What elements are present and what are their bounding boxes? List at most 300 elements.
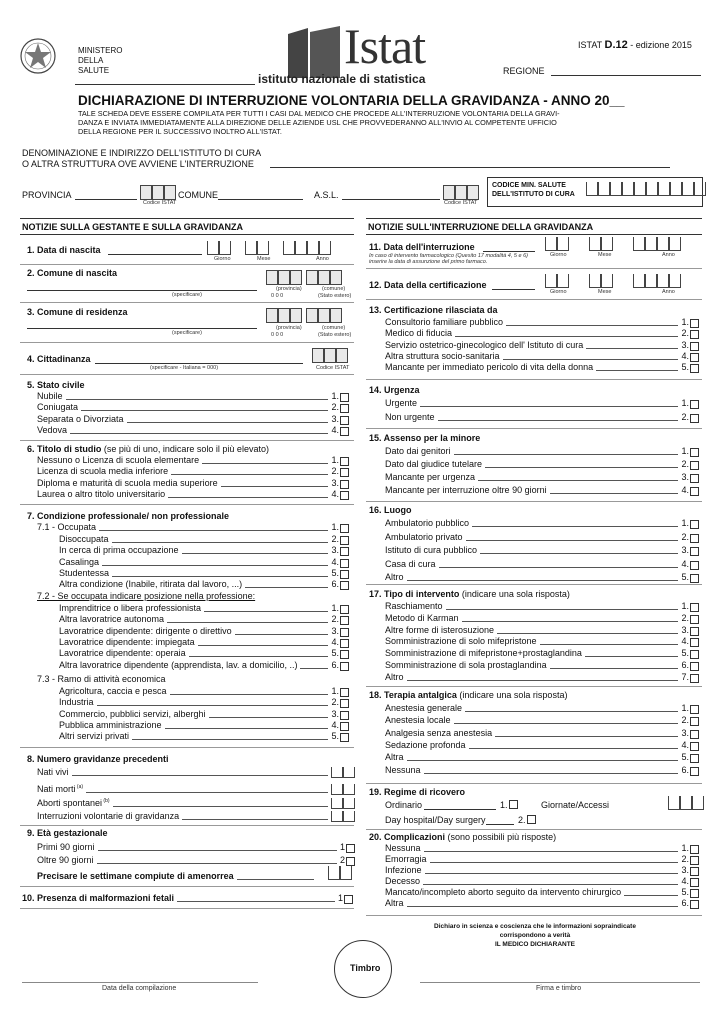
q17-option[interactable]: [385, 636, 699, 647]
left-section-header: NOTIZIE SULLA GESTANTE E SULLA GRAVIDANZA: [22, 222, 243, 232]
q19-opt2[interactable]: [518, 815, 536, 826]
leader-line: [182, 545, 329, 554]
q7-ramo-option[interactable]: [59, 731, 349, 742]
q6-option-checkbox[interactable]: [340, 491, 349, 500]
q16-option-checkbox[interactable]: [690, 547, 699, 556]
leader-line: [112, 568, 328, 577]
q16-option-checkbox[interactable]: [690, 574, 699, 583]
q13-option-checkbox[interactable]: [690, 353, 699, 362]
q15-option-checkbox[interactable]: [690, 474, 699, 483]
q7-cond-option-checkbox[interactable]: [340, 536, 349, 545]
q7-ramo-option-number: 5.: [331, 731, 339, 742]
q7-occupata[interactable]: [37, 522, 349, 533]
q13-option-checkbox[interactable]: [690, 330, 699, 339]
q5-option-checkbox[interactable]: [340, 404, 349, 413]
q7-pos-option[interactable]: [59, 660, 349, 671]
q18-option-label: Altra: [385, 752, 404, 763]
q14-option-checkbox[interactable]: [690, 414, 699, 423]
q11-date-boxes[interactable]: [545, 237, 681, 251]
q9-option-number: 2: [339, 855, 345, 865]
q19-n1: 1.: [500, 800, 508, 810]
q18-option-checkbox[interactable]: [690, 717, 699, 726]
declaration: [400, 922, 670, 949]
q7-ramo-option-checkbox[interactable]: [340, 722, 349, 731]
q3-com: (comune): [322, 325, 346, 331]
leader-line: [480, 545, 678, 554]
q17-option[interactable]: [385, 613, 699, 624]
q14-title: [369, 385, 420, 396]
q7-pos-option-checkbox[interactable]: [340, 605, 349, 614]
declaration-line: Dichiaro in scienza e coscienza che le informazioni sopraindicate: [434, 923, 636, 930]
q8-count-boxes[interactable]: [331, 798, 355, 809]
instruction-line: DANZA E INVIATA IMMEDIATAMENTE ALLA DIREZIONE DELLE AZIENDE USL CHE PROVVEDERANNO ALL'INVIO AL COMPETENTE UFFICIO: [78, 118, 557, 127]
q14-option-checkbox[interactable]: [690, 400, 699, 409]
leader-line: [469, 740, 679, 749]
q7-pos-option-label: Lavoratrice dipendente: dirigente o direttivo: [59, 625, 232, 636]
q16-option[interactable]: [385, 559, 699, 570]
leader-line: [99, 522, 328, 531]
institute-line: DENOMINAZIONE E INDIRIZZO DELL'ISTITUTO DI CURA: [22, 148, 262, 158]
q17-option[interactable]: [385, 625, 699, 636]
q5-option[interactable]: [37, 402, 349, 413]
leader-line: [189, 648, 329, 657]
separator: [20, 440, 354, 441]
q7-ramo-option[interactable]: [59, 709, 349, 720]
q20-option-checkbox[interactable]: [690, 867, 699, 876]
q20-option-number: 5.: [681, 887, 689, 897]
q13-option[interactable]: [385, 362, 699, 373]
q6-option-label: Licenza di scuola media inferiore: [37, 466, 169, 477]
leader-line: [170, 686, 329, 695]
q19-checkbox-1[interactable]: [509, 800, 518, 809]
q7-cond-option-checkbox[interactable]: [340, 547, 349, 556]
q8-count-boxes[interactable]: [331, 784, 355, 795]
q18-option-number: 6.: [681, 764, 689, 775]
q5-option-number: 2.: [331, 402, 339, 413]
q13-option[interactable]: [385, 328, 699, 339]
q18-option-label: Sedazione profonda: [385, 739, 466, 750]
q13-option[interactable]: [385, 351, 699, 362]
q7-pos-option-checkbox[interactable]: [340, 616, 349, 625]
q8-footnote-marker: (b): [102, 798, 110, 805]
leader-line: [102, 557, 328, 566]
form-code-value: D.12: [604, 39, 628, 51]
q7-occupata-checkbox[interactable]: [340, 524, 349, 533]
q6-option-checkbox[interactable]: [340, 468, 349, 477]
q8-count[interactable]: [37, 767, 355, 778]
q16-option-number: 1.: [681, 518, 689, 528]
q20-option-checkbox[interactable]: [690, 856, 699, 865]
leader-line: [182, 811, 328, 820]
q19-giornate-boxes[interactable]: [668, 796, 704, 810]
q4-code: Codice ISTAT: [316, 365, 350, 371]
q18-option-checkbox[interactable]: [690, 754, 699, 763]
q19-opt1[interactable]: [500, 800, 518, 811]
leader-line: [407, 672, 679, 681]
q8-count[interactable]: [37, 796, 355, 809]
q15-option-label: Dato dai genitori: [385, 446, 451, 456]
q15-option-checkbox[interactable]: [690, 487, 699, 496]
q13-option[interactable]: [385, 317, 699, 328]
q6-option-number: 2.: [331, 466, 339, 477]
leader-line: [596, 362, 678, 371]
q4-code-boxes[interactable]: [312, 348, 348, 363]
q13-option-label: Servizio ostetrico-ginecologico dell' Istituto di cura: [385, 339, 584, 350]
q13-option-label: Mancante per immediato pericolo di vita della donna: [385, 362, 594, 373]
q7-ramo-option-number: 1.: [331, 686, 339, 696]
q10-checkbox[interactable]: [344, 895, 353, 904]
leader-line: [485, 459, 678, 468]
q7-title: [27, 511, 229, 522]
q8-count[interactable]: [37, 811, 355, 822]
q9-option-number: 1: [339, 842, 345, 852]
q7-pos-option[interactable]: [59, 637, 349, 648]
ministry-emblem: [18, 34, 58, 78]
q5-option-label: Nubile: [37, 391, 63, 401]
ministry-name: [78, 46, 122, 76]
q17-option[interactable]: [385, 660, 699, 671]
q9-option-label: Primi 90 giorni: [37, 842, 95, 852]
q13-option-checkbox[interactable]: [690, 364, 699, 373]
q17-option-checkbox[interactable]: [690, 650, 699, 659]
q20-option-number: 2.: [681, 854, 689, 864]
q18-option-label: Anestesia locale: [385, 715, 451, 726]
q3-code-boxes[interactable]: [266, 308, 342, 323]
q7-group3-title: 7.3 - Ramo di attività economica: [37, 674, 166, 684]
form-edition: - edizione 2015: [630, 40, 692, 50]
q5-option[interactable]: [37, 425, 349, 436]
leader-line: [585, 648, 679, 657]
leader-line: [503, 351, 679, 360]
q11-anno: Anno: [662, 252, 675, 258]
q20-title-note: (sono possibili più risposte): [447, 832, 557, 842]
right-section-header: NOTIZIE SULL'INTERRUZIONE DELLA GRAVIDANZA: [368, 222, 594, 232]
q7-pos-option[interactable]: [59, 626, 349, 637]
q17-option-checkbox[interactable]: [690, 638, 699, 647]
separator: [20, 886, 354, 887]
q11-mese: Mese: [598, 252, 612, 258]
asl-code-boxes[interactable]: [443, 185, 479, 200]
q17-option[interactable]: [385, 672, 699, 683]
separator: [20, 747, 354, 748]
leader-line: [424, 843, 679, 852]
q20-option[interactable]: [385, 898, 699, 909]
provincia-field[interactable]: [75, 199, 137, 200]
q7-pos-option-checkbox[interactable]: [340, 650, 349, 659]
q8-count-boxes[interactable]: [331, 767, 355, 778]
q16-option-checkbox[interactable]: [690, 561, 699, 570]
q9-option-label: Oltre 90 giorni: [37, 855, 94, 865]
q20-option-label: Infezione: [385, 865, 422, 875]
q20-option-label: Nessuna: [385, 843, 421, 853]
q7-cond-option-checkbox[interactable]: [340, 559, 349, 568]
istat-subtitle: istituto nazionale di statistica: [258, 72, 426, 86]
q7-pos-option-number: 4.: [331, 636, 339, 647]
q20-option[interactable]: [385, 854, 699, 865]
q18-option-checkbox[interactable]: [690, 767, 699, 776]
q7-pos-option[interactable]: [59, 648, 349, 659]
q7-ramo-option[interactable]: [59, 686, 349, 697]
q7-cond-option-label: Disoccupata: [59, 534, 109, 544]
q20-option-checkbox[interactable]: [690, 900, 699, 909]
q15-option[interactable]: [385, 472, 699, 483]
separator: [20, 908, 354, 909]
q8-count[interactable]: [37, 782, 355, 795]
codice-min-line: CODICE MIN. SALUTE: [492, 182, 566, 189]
separator: [366, 379, 702, 380]
codice-min-boxes[interactable]: [586, 182, 706, 196]
q12-date-boxes[interactable]: [545, 274, 681, 288]
q6-option[interactable]: [37, 478, 349, 489]
q18-option[interactable]: [385, 728, 699, 739]
q17-option-number: 1.: [681, 601, 689, 611]
q7-cond-option[interactable]: [59, 534, 349, 545]
q7-occupata-number: 1.: [331, 522, 339, 532]
q13-option-label: Consultorio familiare pubblico: [385, 317, 504, 327]
q7-group2-title: 7.2 - Se occupata indicare posizione nella professione:: [37, 591, 256, 601]
leader-line: [167, 614, 328, 623]
q6-option-checkbox[interactable]: [340, 480, 349, 489]
q17-option-checkbox[interactable]: [690, 615, 699, 624]
q6-option-checkbox[interactable]: [340, 457, 349, 466]
q7-ramo-option[interactable]: [59, 697, 349, 708]
q14-option[interactable]: [385, 412, 699, 423]
q12-giorno: Giorno: [550, 289, 567, 295]
q5-option-number: 4.: [331, 424, 339, 435]
q17-option-checkbox[interactable]: [690, 627, 699, 636]
q13-option-label: Medico di fiducia: [385, 328, 453, 339]
codice-min-line: DELL'ISTITUTO DI CURA: [492, 191, 575, 198]
q7-cond-option-checkbox[interactable]: [340, 570, 349, 579]
q5-option[interactable]: [37, 391, 349, 402]
q15-option[interactable]: [385, 485, 699, 496]
q13-option-checkbox[interactable]: [690, 319, 699, 328]
q5-option-checkbox[interactable]: [340, 416, 349, 425]
q7-ramo-option-checkbox[interactable]: [340, 699, 349, 708]
q17-option-checkbox[interactable]: [690, 603, 699, 612]
q6-option[interactable]: [37, 466, 349, 477]
provincia-code-boxes[interactable]: [140, 185, 176, 200]
q16-option-number: 3.: [681, 545, 689, 555]
q20-option[interactable]: [385, 887, 699, 898]
leader-line: [425, 865, 679, 874]
q15-option[interactable]: [385, 446, 699, 457]
q20-option-checkbox[interactable]: [690, 889, 699, 898]
q17-option-number: 2.: [681, 612, 689, 623]
q18-option-checkbox[interactable]: [690, 730, 699, 739]
q15-option-number: 2.: [681, 459, 689, 469]
regione-label: REGIONE: [503, 66, 545, 76]
q20-title-text: 20. Complicazioni: [369, 832, 446, 842]
ministry-line: SALUTE: [78, 66, 110, 75]
q7-cond-option[interactable]: [59, 568, 349, 579]
q13-option-checkbox[interactable]: [690, 342, 699, 351]
q2-spec: (specificare): [172, 292, 202, 298]
q15-option-label: Mancante per interruzione oltre 90 giorni: [385, 485, 547, 495]
q5-option-checkbox[interactable]: [340, 393, 349, 402]
q13-option[interactable]: [385, 340, 699, 351]
q16-option[interactable]: [385, 545, 699, 556]
q15-title: [369, 433, 480, 444]
q7-cond-option-label: Studentessa: [59, 567, 110, 578]
q1-mese: Mese: [257, 256, 271, 262]
q7-cond-option-checkbox[interactable]: [340, 581, 349, 590]
q1-giorno: Giorno: [214, 256, 231, 262]
q6-option[interactable]: [37, 489, 349, 500]
q19-label: 19. Regime di ricovero: [369, 787, 466, 797]
q3-prov: (provincia): [276, 325, 302, 331]
instructions: [78, 109, 560, 136]
timbro-label: Timbro: [350, 963, 381, 973]
q18-option[interactable]: [385, 715, 699, 726]
q18-option[interactable]: [385, 752, 699, 763]
q9-option[interactable]: [37, 842, 355, 853]
q20-option-checkbox[interactable]: [690, 845, 699, 854]
q6-option-number: 3.: [331, 477, 339, 488]
q16-option-checkbox[interactable]: [690, 534, 699, 543]
asl-field[interactable]: [342, 199, 440, 200]
q20-option-number: 6.: [681, 898, 689, 908]
q19-checkbox-2[interactable]: [527, 815, 536, 824]
q16-option-checkbox[interactable]: [690, 520, 699, 529]
leader-line: [168, 489, 328, 498]
comune-field[interactable]: [218, 199, 303, 200]
leader-line: [466, 532, 679, 541]
q20-option[interactable]: [385, 876, 699, 887]
q20-option[interactable]: [385, 865, 699, 876]
q16-option-label: Ambulatorio pubblico: [385, 518, 470, 528]
q13-option-number: 2.: [681, 328, 689, 339]
q7-cond-option-number: 5.: [331, 567, 339, 578]
q5-option-label: Vedova: [37, 424, 68, 435]
q7-cond-option[interactable]: [59, 579, 349, 590]
q18-option[interactable]: [385, 765, 699, 776]
q7-cond-option-number: 4.: [331, 556, 339, 567]
q18-option-checkbox[interactable]: [690, 742, 699, 751]
q7-ramo-option[interactable]: [59, 720, 349, 731]
leader-line: [454, 446, 679, 455]
q1-birthdate-boxes[interactable]: [207, 241, 331, 255]
q16-option[interactable]: [385, 532, 699, 543]
leader-line: [454, 715, 679, 724]
regione-field[interactable]: [551, 75, 701, 76]
firma-label: Firma e timbro: [536, 985, 582, 992]
q7-pos-option-checkbox[interactable]: [340, 628, 349, 637]
q15-option-number: 3.: [681, 472, 689, 482]
q7-ramo-option-checkbox[interactable]: [340, 711, 349, 720]
q17-option[interactable]: [385, 648, 699, 659]
leader-line: [66, 391, 329, 400]
separator: [20, 504, 354, 505]
q7-ramo-option-checkbox[interactable]: [340, 733, 349, 742]
q2-label: 2. Comune di nascita: [27, 268, 118, 278]
leader-line: [98, 842, 337, 851]
asl-label: A.S.L.: [314, 190, 339, 200]
q13-option-number: 1.: [681, 317, 689, 327]
q20-option-label: Emorragia: [385, 854, 427, 864]
leader-line: [198, 637, 329, 646]
q7-pos-option-number: 1.: [331, 603, 339, 613]
q15-option-checkbox[interactable]: [690, 448, 699, 457]
q9-option-checkbox[interactable]: [346, 857, 355, 866]
q7-pos-option[interactable]: [59, 614, 349, 625]
q18-option-checkbox[interactable]: [690, 705, 699, 714]
leader-line: [540, 636, 679, 645]
q15-option-checkbox[interactable]: [690, 461, 699, 470]
data-label: Data della compilazione: [102, 985, 177, 992]
q14-option[interactable]: [385, 398, 699, 409]
q18-option-number: 2.: [681, 715, 689, 726]
q9-option-checkbox[interactable]: [346, 844, 355, 853]
q7-pos-option-checkbox[interactable]: [340, 639, 349, 648]
q7-cond-option-number: 6.: [331, 579, 339, 590]
leader-line: [202, 455, 328, 464]
instruction-line: DELLA REGIONE PER IL SUCCESSIVO INOLTRO ALL'ISTAT.: [78, 127, 282, 136]
q15-option[interactable]: [385, 459, 699, 470]
firma-field[interactable]: [420, 982, 700, 983]
q16-option[interactable]: [385, 572, 699, 583]
leader-line: [497, 625, 678, 634]
q7-cond-option[interactable]: [59, 557, 349, 568]
q6-option[interactable]: [37, 455, 349, 466]
q18-option[interactable]: [385, 703, 699, 714]
leader-line: [245, 579, 328, 588]
q20-option-checkbox[interactable]: [690, 878, 699, 887]
q17-option-checkbox[interactable]: [690, 662, 699, 671]
data-compilazione-field[interactable]: [22, 982, 258, 983]
instruction-line: TALE SCHEDA DEVE ESSERE COMPILATA PER TUTTI I CASI DAL MEDICO CHE PROCEDE ALL'INTERRUZIONE VOLONTARIA DELLA GRAVI-: [78, 109, 560, 118]
leader-line: [472, 518, 678, 527]
institute-field[interactable]: [270, 167, 670, 168]
q7-ramo-option-label: Altri servizi privati: [59, 731, 130, 742]
q7-ramo-option-checkbox[interactable]: [340, 688, 349, 697]
q9-option[interactable]: [37, 855, 355, 866]
q17-option[interactable]: [385, 601, 699, 612]
q8-count-boxes[interactable]: [331, 811, 355, 822]
q5-option-checkbox[interactable]: [340, 427, 349, 436]
q7-pos-option[interactable]: [59, 603, 349, 614]
q5-option-number: 3.: [331, 413, 339, 424]
q20-option[interactable]: [385, 843, 699, 854]
q7-pos-option-checkbox[interactable]: [340, 662, 349, 671]
q18-option[interactable]: [385, 740, 699, 751]
q6-option-label: Diploma e maturità di scuola media superiore: [37, 477, 218, 488]
q16-option[interactable]: [385, 518, 699, 529]
leader-line: [407, 752, 679, 761]
q6-title: [27, 444, 269, 455]
q3-label: 3. Comune di residenza: [27, 307, 128, 317]
q17-option-checkbox[interactable]: [690, 674, 699, 683]
q2-code-boxes[interactable]: [266, 270, 342, 285]
q9-precisare-text: Precisare le settimane compiute di amenorrea: [37, 871, 234, 881]
q10-row[interactable]: [22, 893, 353, 904]
q16-option-number: 2.: [681, 531, 689, 542]
q7-ramo-option-number: 3.: [331, 708, 339, 719]
q7-cond-option-number: 3.: [331, 545, 339, 556]
q20-option-label: Altra: [385, 898, 404, 908]
leader-line: [550, 485, 679, 494]
q9-weeks-boxes[interactable]: [328, 866, 352, 880]
q20-title: [369, 832, 556, 843]
codice-min-salute-box: [487, 177, 703, 207]
q7-cond-option[interactable]: [59, 545, 349, 556]
q6-option-label: Nessuno o Licenza di scuola elementare: [37, 455, 200, 465]
q2-com: (comune): [322, 286, 346, 292]
leader-line: [439, 559, 679, 568]
q17-option-label: Altro: [385, 671, 404, 682]
q17-option-label: Somministrazione di mifepristone+prostaglandina: [385, 648, 582, 659]
q5-option[interactable]: [37, 414, 349, 425]
